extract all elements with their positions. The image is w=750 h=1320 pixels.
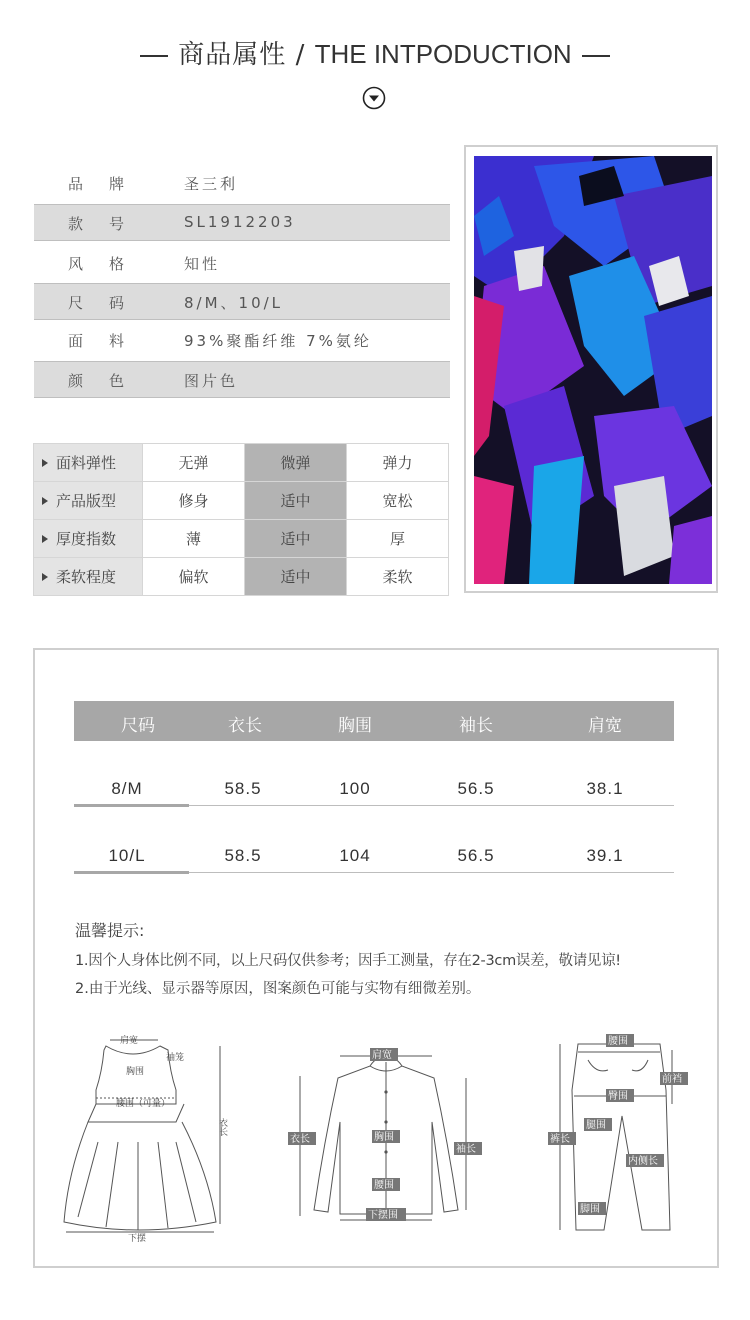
attr-row-brand bbox=[34, 165, 450, 201]
attr-value: 圣三利 bbox=[184, 175, 239, 193]
feature-option-selected: 适中 bbox=[245, 482, 347, 520]
label-waist: 腰围 bbox=[608, 1036, 628, 1047]
label-thigh: 腿围 bbox=[586, 1120, 606, 1131]
size-table-row bbox=[74, 775, 674, 806]
label-rise: 前裆 bbox=[662, 1074, 682, 1085]
attr-key: 品牌 bbox=[68, 175, 151, 193]
title-en: THE INTPODUCTION bbox=[314, 39, 572, 69]
size-cell: 39.1 bbox=[586, 846, 624, 865]
label-hip: 臀围 bbox=[608, 1091, 628, 1102]
attr-key: 款号 bbox=[68, 215, 151, 233]
fabric-photo bbox=[464, 145, 718, 593]
title-dash-right bbox=[582, 55, 610, 57]
dress-measurement-diagram bbox=[58, 1032, 238, 1242]
attr-row-style bbox=[34, 245, 450, 281]
attr-key: 面料 bbox=[68, 332, 151, 350]
size-header-cell: 袖长 bbox=[459, 716, 493, 736]
size-header-cell: 胸围 bbox=[338, 716, 372, 736]
feature-option-selected: 适中 bbox=[245, 520, 347, 558]
feature-option: 无弹 bbox=[143, 444, 245, 482]
attr-value: 8/M、10/L bbox=[184, 294, 284, 312]
feature-row bbox=[34, 444, 449, 482]
triangle-right-icon bbox=[42, 535, 48, 543]
label-hem: 下摆围 bbox=[368, 1210, 398, 1221]
triangle-right-icon bbox=[42, 497, 48, 505]
feature-label: 面料弹性 bbox=[34, 444, 143, 482]
tips-line-2: 2.由于光线、显示器等原因，图案颜色可能与实物有细微差别。 bbox=[75, 981, 481, 997]
size-header-cell: 肩宽 bbox=[588, 716, 622, 736]
label-length: 衣长 bbox=[290, 1134, 310, 1145]
attr-value: SL1912203 bbox=[184, 213, 296, 231]
size-table-row bbox=[74, 842, 674, 873]
attr-value: 知性 bbox=[184, 255, 221, 273]
feature-label: 产品版型 bbox=[34, 482, 143, 520]
feature-option: 偏软 bbox=[143, 558, 245, 596]
attr-key: 尺码 bbox=[68, 294, 151, 312]
feature-row bbox=[34, 558, 449, 596]
row-underline bbox=[74, 871, 189, 874]
title-cn: 商品属性 bbox=[178, 40, 287, 70]
tips-title: 温馨提示: bbox=[75, 921, 145, 940]
size-header-cell: 尺码 bbox=[121, 716, 155, 736]
attr-row-color bbox=[34, 361, 450, 398]
feature-option: 宽松 bbox=[347, 482, 449, 520]
attr-row-fabric bbox=[34, 322, 450, 358]
label-inseam: 内侧长 bbox=[628, 1156, 658, 1167]
row-underline bbox=[74, 804, 189, 807]
label-shoulder: 肩宽 bbox=[120, 1036, 139, 1046]
feature-option: 修身 bbox=[143, 482, 245, 520]
feature-option-selected: 适中 bbox=[245, 558, 347, 596]
label-hem: 下摆 bbox=[128, 1234, 147, 1242]
pants-measurement-diagram bbox=[548, 1030, 696, 1240]
fabric-feature-table bbox=[33, 443, 449, 596]
feature-option-selected: 微弹 bbox=[245, 444, 347, 482]
feature-option: 柔软 bbox=[347, 558, 449, 596]
size-cell: 56.5 bbox=[457, 779, 495, 798]
fabric-print-image bbox=[474, 156, 712, 584]
attr-row-style-number bbox=[34, 204, 450, 241]
size-cell: 100 bbox=[339, 779, 371, 798]
attr-value: 图片色 bbox=[184, 372, 239, 390]
label-length: 裤长 bbox=[550, 1134, 570, 1145]
feature-row bbox=[34, 482, 449, 520]
label-bust: 胸围 bbox=[374, 1132, 394, 1143]
chevron-down-circle-icon bbox=[362, 86, 386, 110]
attr-row-size bbox=[34, 283, 450, 320]
label-hem: 脚围 bbox=[580, 1204, 600, 1215]
shirt-measurement-diagram bbox=[286, 1042, 486, 1224]
size-cell: 104 bbox=[339, 846, 371, 865]
feature-option: 弹力 bbox=[347, 444, 449, 482]
attr-key: 风格 bbox=[68, 255, 151, 273]
feature-option: 厚 bbox=[347, 520, 449, 558]
label-armhole: 袖笼 bbox=[166, 1053, 185, 1063]
title-separator: / bbox=[295, 40, 306, 70]
feature-label: 柔软程度 bbox=[34, 558, 143, 596]
size-cell: 56.5 bbox=[457, 846, 495, 865]
label-waist: 腰围（可量） bbox=[116, 1099, 171, 1109]
feature-row bbox=[34, 520, 449, 558]
size-table-header bbox=[74, 701, 674, 741]
triangle-right-icon bbox=[42, 459, 48, 467]
triangle-right-icon bbox=[42, 573, 48, 581]
label-length: 衣长 bbox=[217, 1118, 227, 1136]
section-title bbox=[0, 34, 750, 71]
label-shoulder: 肩宽 bbox=[372, 1050, 392, 1061]
size-cell: 10/L bbox=[108, 846, 146, 865]
label-waist: 腰围 bbox=[374, 1180, 394, 1191]
attr-key: 颜色 bbox=[68, 372, 151, 390]
size-cell: 8/M bbox=[111, 779, 143, 798]
label-bust: 胸围 bbox=[126, 1067, 145, 1077]
size-cell: 58.5 bbox=[224, 846, 262, 865]
title-dash-left bbox=[140, 55, 168, 57]
feature-label: 厚度指数 bbox=[34, 520, 143, 558]
label-sleeve: 袖长 bbox=[456, 1144, 476, 1155]
tips-line-1: 1.因个人身体比例不同，以上尺码仅供参考；因手工测量，存在2-3cm误差，敬请见谅! bbox=[75, 953, 621, 969]
size-header-cell: 衣长 bbox=[228, 716, 262, 736]
feature-option: 薄 bbox=[143, 520, 245, 558]
attr-value: 93%聚酯纤维 7%氨纶 bbox=[184, 332, 372, 350]
size-cell: 38.1 bbox=[586, 779, 624, 798]
size-cell: 58.5 bbox=[224, 779, 262, 798]
